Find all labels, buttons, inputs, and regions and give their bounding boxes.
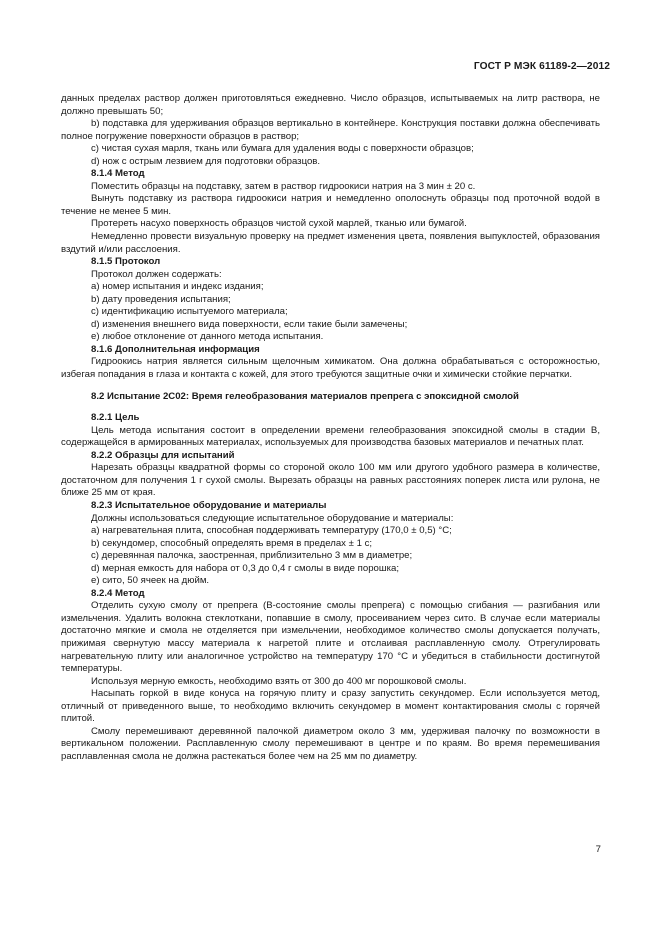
list-item: c) деревянная палочка, заостренная, приблизительно 3 мм в диаметре; xyxy=(91,550,413,562)
list-item: c) идентификацию испытуемого материала; xyxy=(91,306,288,318)
list-item: b) подставка для удерживания образцов вертикально в контейнере. Конструкция поставки должна обеспечивать полное погружение поверхности образцов в раствор; xyxy=(61,118,600,142)
section-heading: 8.2.2 Образцы для испытаний xyxy=(91,449,235,461)
section-heading: 8.2.1 Цель xyxy=(91,412,140,424)
list-item: e) сито, 50 ячеек на дюйм. xyxy=(91,575,210,587)
page-number: 7 xyxy=(595,844,601,855)
paragraph: Вынуть подставку из раствора гидроокиси натрия и немедленно ополоснуть образцы под проточной водой в течение не менее 5 мин. xyxy=(61,193,600,217)
section-heading: 8.1.5 Протокол xyxy=(91,256,161,268)
paragraph: Используя мерную емкость, необходимо взять от 300 до 400 мг порошковой смолы. xyxy=(91,675,467,687)
paragraph: Цель метода испытания состоит в определении времени гелеобразования эпоксидной смолы в стадии B, содержащейся в армированных материалах, используемых для производства базовых материалов и печатных плат. xyxy=(61,424,600,449)
paragraph: Должны использоваться следующие испытательное оборудование и материалы: xyxy=(91,512,454,524)
paragraph: Нарезать образцы квадратной формы со стороной около 100 мм или другого удобного размера в количестве, достаточном для получения 1 г сухой смолы. Вырезать образцы на равных расстояниях поперек листа или рулона, не ближе 25 мм от края. xyxy=(61,462,600,499)
paragraph: Поместить образцы на подставку, затем в раствор гидроокиси натрия на 3 мин ± 20 с. xyxy=(91,180,476,192)
list-item: c) чистая сухая марля, ткань или бумага для удаления воды с поверхности образцов; xyxy=(91,143,474,155)
list-item: e) любое отклонение от данного метода испытания. xyxy=(91,331,324,343)
section-heading: 8.2.3 Испытательное оборудование и материалы xyxy=(91,499,327,511)
list-item: b) дату проведения испытания; xyxy=(91,293,231,305)
paragraph: Немедленно провести визуальную проверку на предмет изменения цвета, появления выпуклостей, образования вздутий и/или расслоения. xyxy=(61,231,600,255)
paragraph: Насыпать горкой в виде конуса на горячую плиту и сразу запустить секундомер. Если используется метод, отличный от приведенного выше, то необходимо включить секундомер в момент контактирования смолы с горячей плитой. xyxy=(61,688,600,725)
paragraph: Отделить сухую смолу от препрега (B-состояние смолы препрега) с помощью сгибания — разгибания или измельчения. Удалить волокна стеклоткани, попавшие в смолу, просеиванием через сито. В случае если материалы достаточно мягкие и смола не отделяется при измельчении, необходимое количество смолы допускается получать, прижимая свернутую массу материала к нагретой плите и отслаивая расплавленную смолу. Отрегулировать нагревательную плиту или аналогичное устройство на температуру 170 °C и убедиться в стабильности достигнутой температуры. xyxy=(61,600,600,675)
paragraph: Гидроокись натрия является сильным щелочным химикатом. Она должна обрабатываться с осторожностью, избегая попадания в глаза и контакта с кожей, для этого требуются защитные очки и химически стойкие перчатки. xyxy=(61,356,600,381)
section-heading: 8.1.6 Дополнительная информация xyxy=(91,343,260,355)
section-heading: 8.1.4 Метод xyxy=(91,168,145,180)
page-body xyxy=(61,93,600,763)
list-item: a) номер испытания и индекс издания; xyxy=(91,281,264,293)
list-item: d) изменения внешнего вида поверхности, если такие были замечены; xyxy=(91,318,408,330)
document-header: ГОСТ Р МЭК 61189-2—2012 xyxy=(473,61,610,72)
list-item: d) нож с острым лезвием для подготовки образцов. xyxy=(91,155,321,167)
clause-heading: 8.2 Испытание 2С02: Время гелеобразования материалов препрега с эпоксидной смолой xyxy=(91,390,519,402)
section-heading: 8.2.4 Метод xyxy=(91,587,145,599)
list-item: d) мерная емкость для набора от 0,3 до 0,4 г смолы в виде порошка; xyxy=(91,562,399,574)
paragraph: Протереть насухо поверхность образцов чистой сухой марлей, тканью или бумагой. xyxy=(91,218,467,230)
paragraph: данных пределах раствор должен приготовляться ежедневно. Число образцов, испытываемых на литр раствора, не должно превышать 50; xyxy=(61,93,600,117)
paragraph: Протокол должен содержать: xyxy=(91,268,222,280)
list-item: a) нагревательная плита, способная поддерживать температуру (170,0 ± 0,5) °C; xyxy=(91,525,452,537)
paragraph: Смолу перемешивают деревянной палочкой диаметром около 3 мм, удерживая палочку по возможности в вертикальном положении. Расплавленную смолу перемешивают в центре и по краям. Во время перемешивания расплавленная смола не должна растекаться более чем на 25 мм по диаметру. xyxy=(61,725,600,762)
list-item: b) секундомер, способный определять время в пределах ± 1 с; xyxy=(91,537,373,549)
